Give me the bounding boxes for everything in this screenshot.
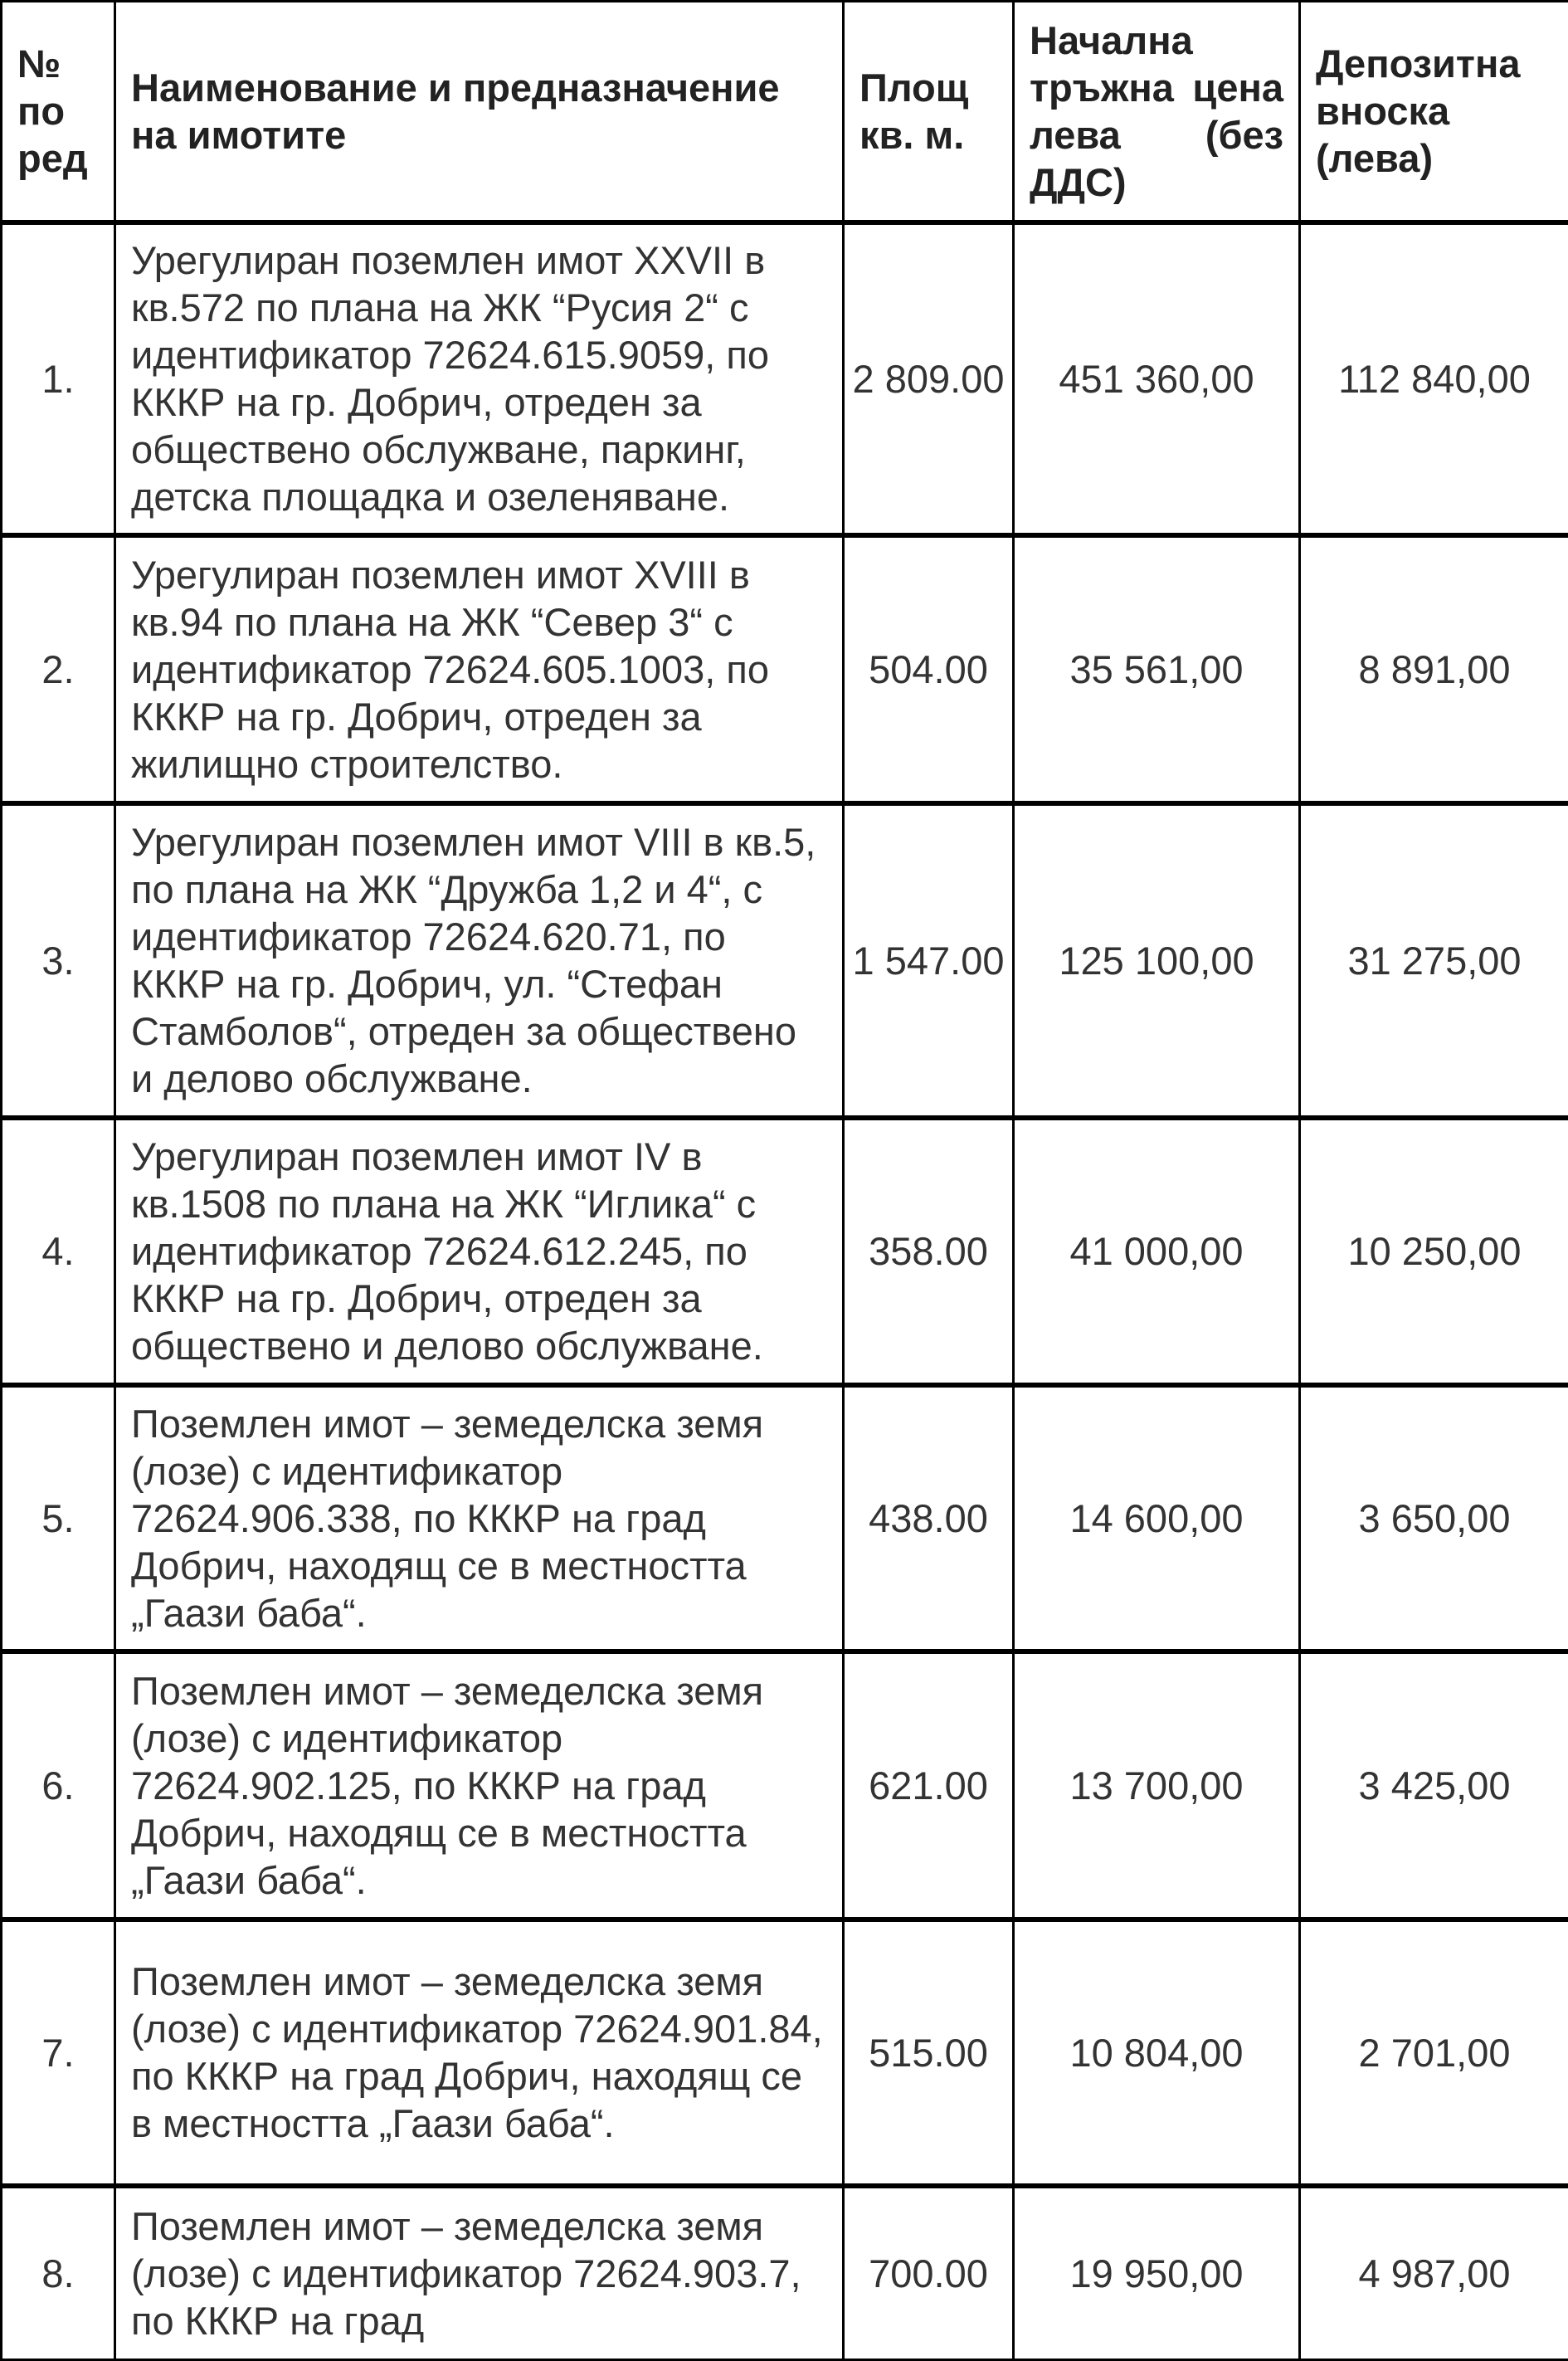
header-deposit: Депозитна вноска (лева) [1300, 2, 1568, 222]
area-value: 515.00 [844, 1920, 1014, 2186]
property-description: Урегулиран поземлен имот XVIII в кв.94 по плана на ЖК “Север 3“ с идентификатор 72624.605.1003, по КККР на гр. Добрич, отреден за жилищно строителство. [115, 535, 844, 803]
table-row [2, 535, 1568, 803]
starting-price: 10 804,00 [1014, 1920, 1300, 2186]
property-description: Урегулиран поземлен имот VIII в кв.5, по плана на ЖК “Дружба 1,2 и 4“, с идентификатор 72624.620.71, по КККР на гр. Добрич, ул. “Стефан Стамболов“, отреден за обществено и делово обслужване. [115, 803, 844, 1118]
property-description: Поземлен имот – земеделска земя (лозе) с идентификатор 72624.903.7, по КККР на град [115, 2186, 844, 2360]
property-description: Поземлен имот – земеделска земя (лозе) с идентификатор 72624.901.84, по КККР на град Добрич, находящ се в местността „Гаази баба“. [115, 1920, 844, 2186]
row-number: 1. [2, 222, 115, 535]
table-row [2, 1118, 1568, 1385]
property-description: Поземлен имот – земеделска земя (лозе) с идентификатор 72624.906.338, по КККР на град Добрич, находящ се в местността „Гаази баба“. [115, 1385, 844, 1651]
area-value: 438.00 [844, 1385, 1014, 1651]
property-description: Урегулиран поземлен имот XXVII в кв.572 по плана на ЖК “Русия 2“ с идентификатор 72624.615.9059, по КККР на гр. Добрич, отреден за обществено обслужване, паркинг, детска площадка и озеленяване. [115, 222, 844, 535]
area-value: 504.00 [844, 535, 1014, 803]
header-no: № по ред [2, 2, 115, 222]
area-value: 700.00 [844, 2186, 1014, 2360]
deposit-amount: 10 250,00 [1300, 1118, 1568, 1385]
property-description: Урегулиран поземлен имот IV в кв.1508 по плана на ЖК “Иглика“ с идентификатор 72624.612.245, по КККР на гр. Добрич, отреден за обществено и делово обслужване. [115, 1118, 844, 1385]
starting-price: 14 600,00 [1014, 1385, 1300, 1651]
deposit-amount: 31 275,00 [1300, 803, 1568, 1118]
row-number: 7. [2, 1920, 115, 2186]
header-price: Начална тръжна цена лева (без ДДС) [1014, 2, 1300, 222]
row-number: 5. [2, 1385, 115, 1651]
property-description: Поземлен имот – земеделска земя (лозе) с идентификатор 72624.902.125, по КККР на град Добрич, находящ се в местността „Гаази баба“. [115, 1651, 844, 1920]
area-value: 1 547.00 [844, 803, 1014, 1118]
header-name: Наименование и предназначение на имотите [115, 2, 844, 222]
deposit-amount: 3 650,00 [1300, 1385, 1568, 1651]
row-number: 8. [2, 2186, 115, 2360]
row-number: 6. [2, 1651, 115, 1920]
table-row [2, 803, 1568, 1118]
area-value: 621.00 [844, 1651, 1014, 1920]
starting-price: 19 950,00 [1014, 2186, 1300, 2360]
starting-price: 451 360,00 [1014, 222, 1300, 535]
deposit-amount: 4 987,00 [1300, 2186, 1568, 2360]
row-number: 3. [2, 803, 115, 1118]
deposit-amount: 3 425,00 [1300, 1651, 1568, 1920]
deposit-amount: 2 701,00 [1300, 1920, 1568, 2186]
row-number: 4. [2, 1118, 115, 1385]
table-row [2, 2186, 1568, 2360]
table-row [2, 1920, 1568, 2186]
area-value: 2 809.00 [844, 222, 1014, 535]
header-area: Площ кв. м. [844, 2, 1014, 222]
area-value: 358.00 [844, 1118, 1014, 1385]
header-row [2, 2, 1568, 222]
starting-price: 41 000,00 [1014, 1118, 1300, 1385]
deposit-amount: 112 840,00 [1300, 222, 1568, 535]
table-row [2, 222, 1568, 535]
starting-price: 125 100,00 [1014, 803, 1300, 1118]
row-number: 2. [2, 535, 115, 803]
table-row [2, 1651, 1568, 1920]
deposit-amount: 8 891,00 [1300, 535, 1568, 803]
starting-price: 35 561,00 [1014, 535, 1300, 803]
starting-price: 13 700,00 [1014, 1651, 1300, 1920]
table-row [2, 1385, 1568, 1651]
